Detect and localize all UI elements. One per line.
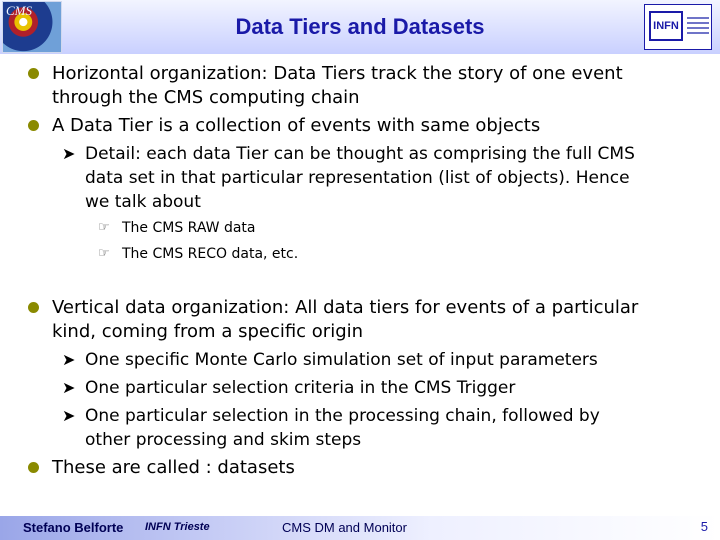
pointing-hand-icon: ☞ (98, 220, 110, 235)
sub-bullet-text: Detail: each data Tier can be thought as comprising the full CMS (85, 144, 635, 164)
arrow-right-icon: ➤ (62, 350, 76, 369)
slide-body (28, 62, 708, 484)
subsub-bullet-item (28, 244, 708, 264)
arrow-right-icon: ➤ (62, 144, 76, 163)
sub-bullet-item (28, 404, 708, 452)
arrow-right-icon: ➤ (62, 378, 76, 397)
subsub-bullet-text: The CMS RAW data (122, 220, 256, 236)
footer-title: CMS DM and Monitor (282, 520, 407, 535)
page-number: 5 (700, 519, 708, 534)
sub-bullet-item (28, 348, 708, 372)
infn-logo (644, 4, 712, 50)
bullet-icon (28, 68, 39, 79)
sub-bullet-text: other processing and skim steps (85, 430, 362, 450)
cms-logo-text: CMS (6, 3, 32, 18)
subsub-bullet-item (28, 218, 708, 238)
bullet-item (28, 62, 708, 110)
sub-bullet-text: One particular selection in the processing chain, followed by (85, 406, 600, 426)
bullet-item (28, 456, 708, 480)
sub-bullet-item (28, 142, 708, 214)
bullet-icon (28, 462, 39, 473)
subsub-bullet-text: The CMS RECO data, etc. (122, 246, 299, 262)
bullet-text: A Data Tier is a collection of events with same objects (52, 115, 541, 136)
arrow-right-icon: ➤ (62, 406, 76, 425)
cms-logo (2, 1, 62, 53)
bullet-text: kind, coming from a specific origin (52, 321, 364, 342)
infn-logo-lines (687, 17, 709, 37)
slide-header (0, 0, 720, 54)
bullet-item (28, 114, 708, 138)
infn-logo-text: INFN (649, 11, 683, 41)
bullet-text: These are called : datasets (52, 457, 295, 478)
sub-bullet-text: we talk about (85, 192, 201, 212)
slide-footer (0, 516, 720, 540)
sub-bullet-text: One particular selection criteria in the CMS Trigger (85, 378, 516, 398)
bullet-text: Horizontal organization: Data Tiers track the story of one event (52, 63, 623, 84)
bullet-icon (28, 120, 39, 131)
bullet-text: through the CMS computing chain (52, 87, 360, 108)
sub-bullet-text: data set in that particular representation (list of objects). Hence (85, 168, 630, 188)
bullet-text: Vertical data organization: All data tiers for events of a particular (52, 297, 639, 318)
spacer (28, 270, 708, 296)
sub-bullet-text: One specific Monte Carlo simulation set of input parameters (85, 350, 598, 370)
footer-institution: INFN Trieste (145, 521, 210, 533)
bullet-item (28, 296, 708, 344)
slide-title: Data Tiers and Datasets (235, 14, 485, 39)
sub-bullet-item (28, 376, 708, 400)
bullet-icon (28, 302, 39, 313)
footer-author: Stefano Belforte (23, 520, 124, 535)
pointing-hand-icon: ☞ (98, 246, 110, 261)
